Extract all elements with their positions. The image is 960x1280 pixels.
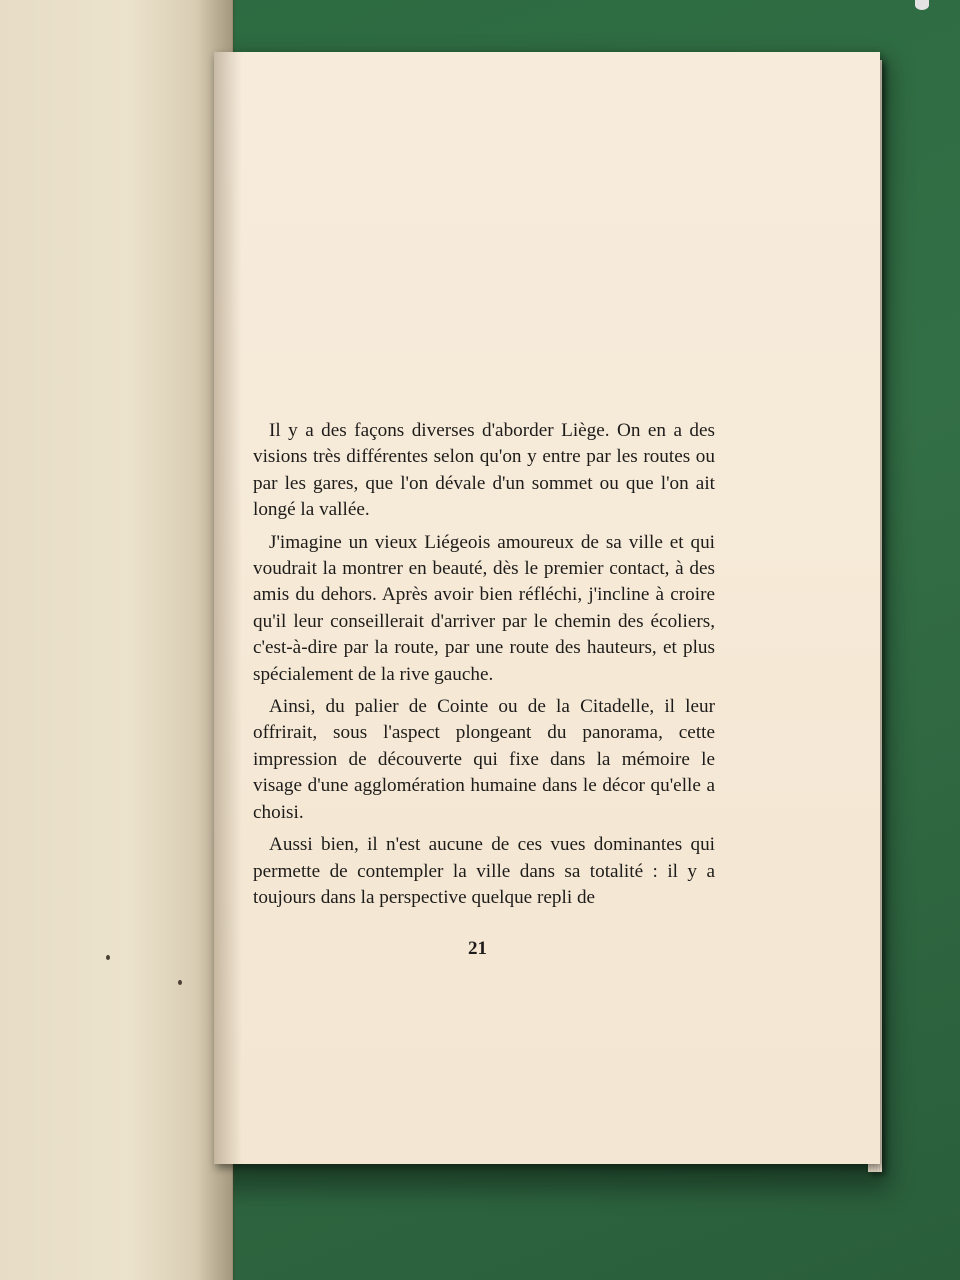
paragraph: Il y a des façons diverses d'aborder Liège. On en a des visions très différentes selon qu'on y entre par les routes ou par les gares, que l'on dévale d'un sommet ou que l'on ait longé la vallée. <box>253 420 715 521</box>
body-text <box>253 418 715 917</box>
paragraph: Aussi bien, il n'est aucune de ces vues dominantes qui permette de contempler la ville dans sa totalité : il y a toujours dans la perspective quelque repli de <box>253 834 715 908</box>
paragraph: J'imagine un vieux Liégeois amoureux de sa ville et qui voudrait la montrer en beauté, dès le premier contact, à des amis du dehors. Après avoir bien réfléchi, j'incline à croire qu'il leur conseillerait d'arriver par le chemin des écoliers, c'est-à-dire par la route, par une route des hauteurs, et plus spécialement de la rive gauche. <box>253 531 715 685</box>
paper-speck <box>178 980 182 985</box>
paragraph: Ainsi, du palier de Cointe ou de la Citadelle, il leur offrirait, sous l'aspect plongeant du panorama, cette impression de découverte qui fixe dans la mémoire le visage d'une agglomération humaine dans le décor qu'elle a choisi. <box>253 696 715 823</box>
page-number: 21 <box>468 938 487 959</box>
right-page-gutter-shade <box>214 52 242 1164</box>
corner-object <box>915 0 929 10</box>
